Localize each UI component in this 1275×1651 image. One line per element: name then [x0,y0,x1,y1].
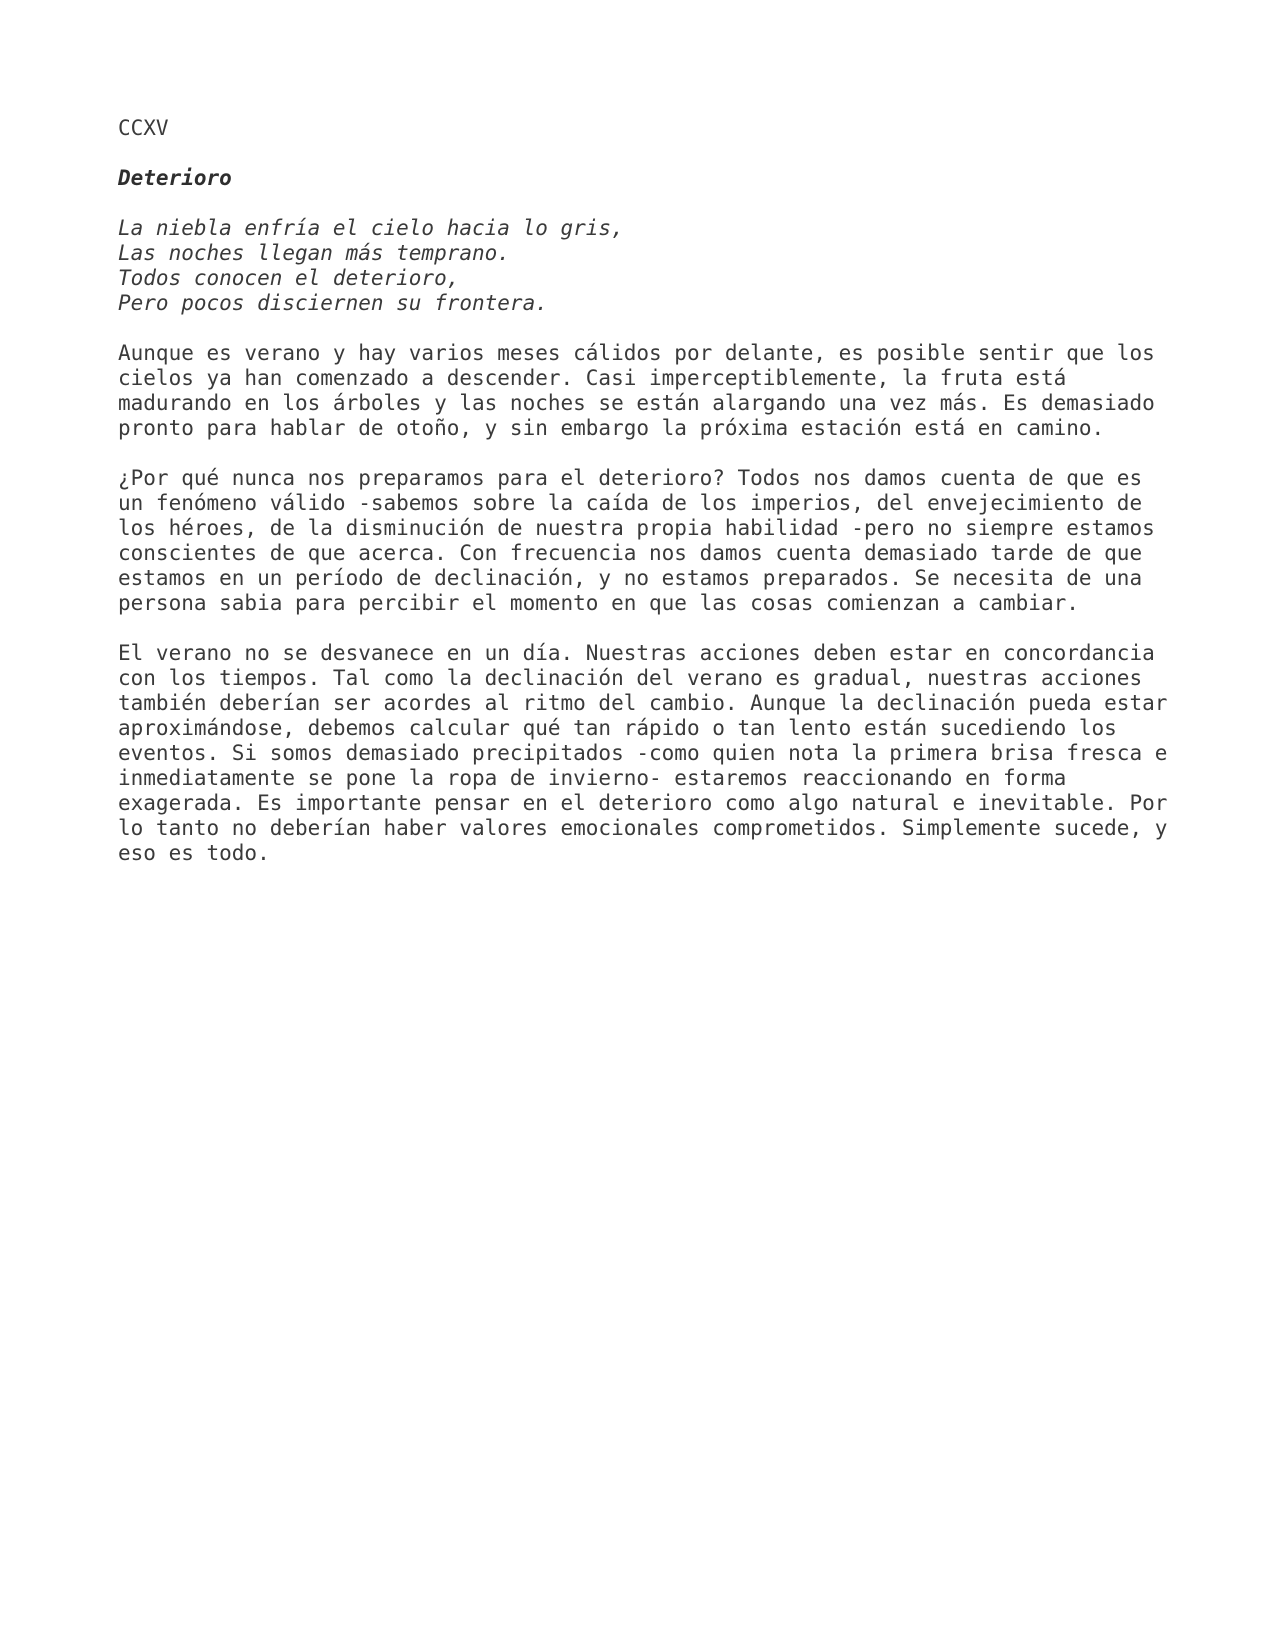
text-line: eventos. Si somos demasiado precipitados -como quien nota la primera brisa fresca e [118,741,1168,765]
text-line: pronto para hablar de otoño, y sin embargo la próxima estación está en camino. [118,416,1105,440]
text-line: aproximándose, debemos calcular qué tan rápido o tan lento están sucediendo los [118,716,1117,740]
verse-line: Todos conocen el deterioro, [118,266,460,290]
text-line: lo tanto no deberían haber valores emocionales comprometidos. Simplemente sucede, y [118,816,1168,840]
verse-line: Las noches llegan más temprano. [118,241,510,265]
chapter-title: Deterioro [118,166,232,190]
text-line: estamos en un período de declinación, y no estamos preparados. Se necesita de una [118,566,1143,590]
text-line: Aunque es verano y hay varios meses cálidos por delante, es posible sentir que los [118,341,1155,365]
section-number: CCXV [118,116,169,140]
paragraph-3 [118,641,1178,866]
verse-line: La niebla enfría el cielo hacia lo gris, [118,216,624,240]
text-line: inmediatamente se pone la ropa de invierno- estaremos reaccionando en forma [118,766,1067,790]
verse-line: Pero pocos disciernen su frontera. [118,291,548,315]
text-line: los héroes, de la disminución de nuestra propia habilidad -pero no siempre estamos [118,516,1155,540]
text-line: un fenómeno válido -sabemos sobre la caída de los imperios, del envejecimiento de [118,491,1143,515]
text-line: cielos ya han comenzado a descender. Casi imperceptiblemente, la fruta está [118,366,1067,390]
text-line: también deberían ser acordes al ritmo del cambio. Aunque la declinación pueda estar [118,691,1168,715]
text-line: con los tiempos. Tal como la declinación del verano es gradual, nuestras acciones [118,666,1143,690]
text-line: conscientes de que acerca. Con frecuencia nos damos cuenta demasiado tarde de que [118,541,1143,565]
paragraph-1 [118,341,1178,441]
text-line: El verano no se desvanece en un día. Nuestras acciones deben estar en concordancia [118,641,1155,665]
text-line: eso es todo. [118,841,270,865]
text-line: madurando en los árboles y las noches se están alargando una vez más. Es demasiado [118,391,1155,415]
text-line: exagerada. Es importante pensar en el deterioro como algo natural e inevitable. Por [118,791,1168,815]
text-line: ¿Por qué nunca nos preparamos para el deterioro? Todos nos damos cuenta de que es [118,466,1143,490]
document-page [118,116,1178,891]
verse-block [118,216,1178,316]
text-line: persona sabia para percibir el momento en que las cosas comienzan a cambiar. [118,591,1079,615]
paragraph-2 [118,466,1178,616]
